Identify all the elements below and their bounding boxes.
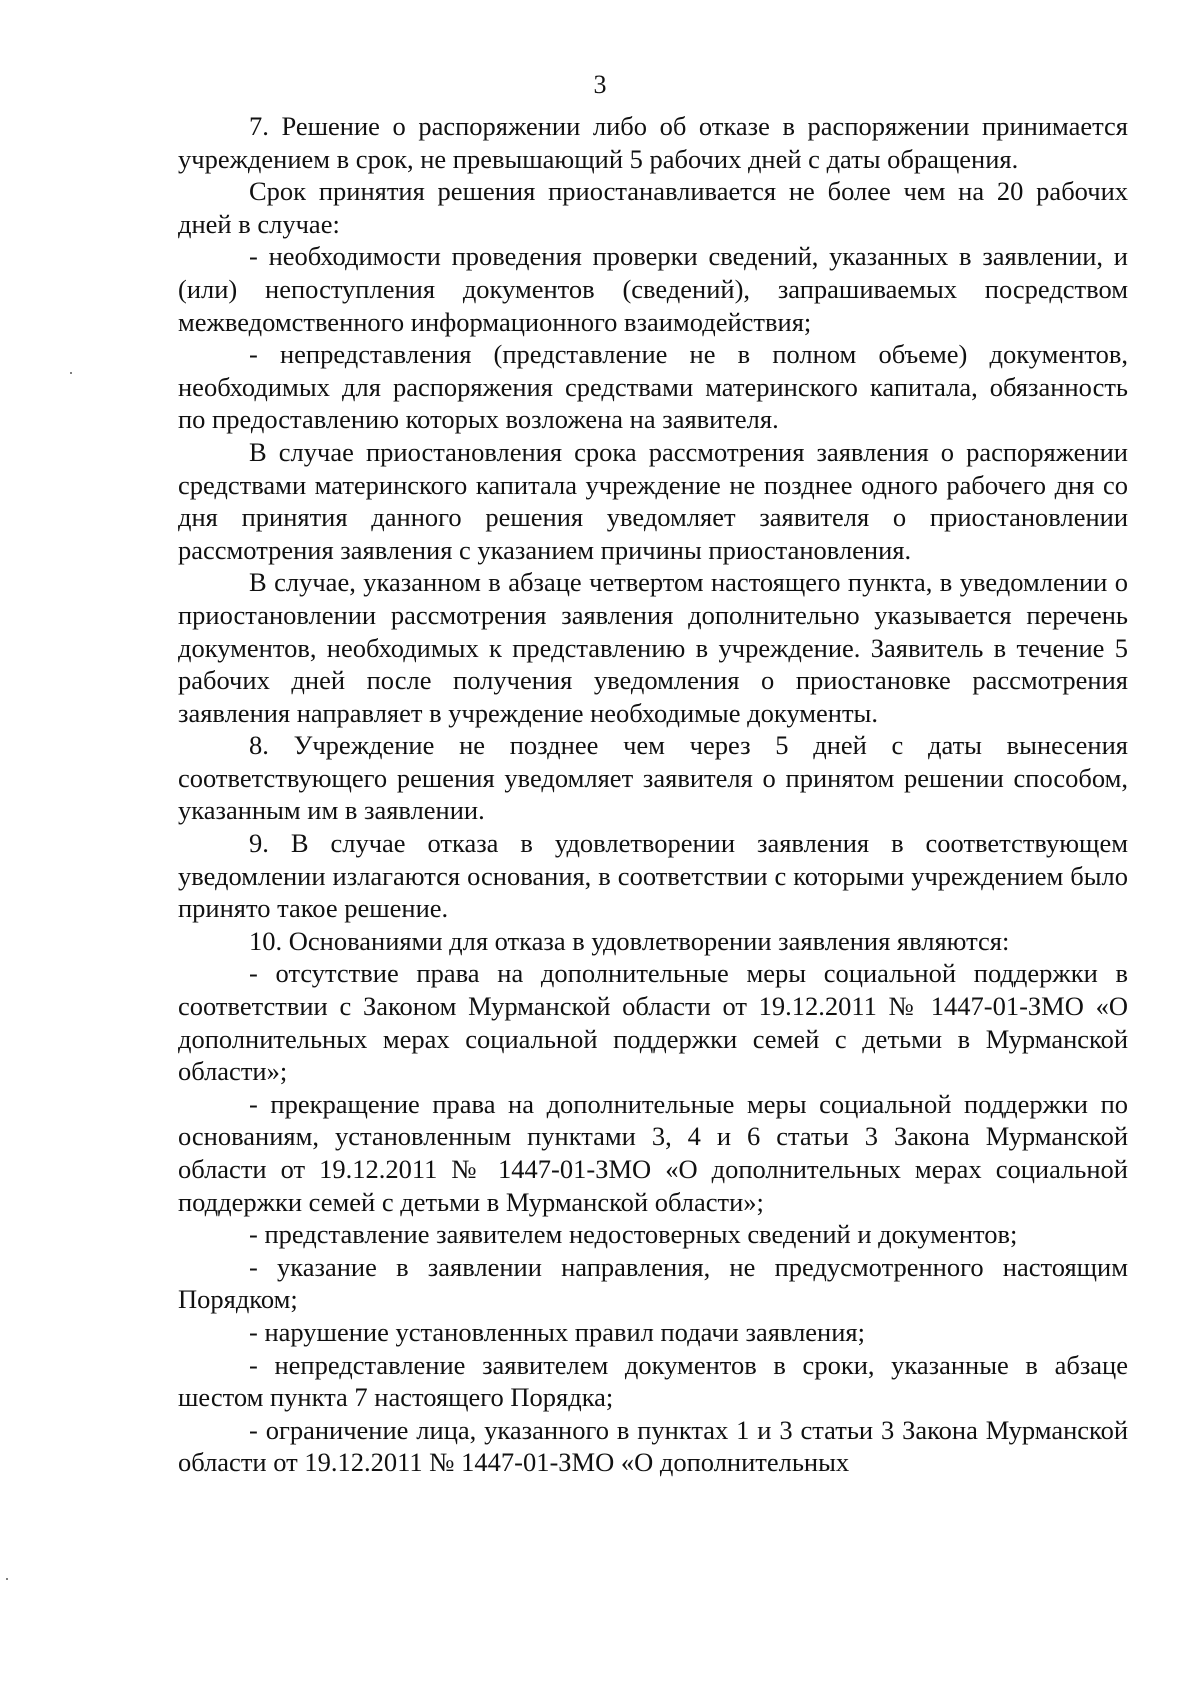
list-item-rule-violation: - нарушение установленных правил подачи заявления; <box>249 1316 865 1347</box>
list-item-wrong-direction: - указание в заявлении направления, не предусмотренного настоящим Порядком; <box>178 1251 1128 1315</box>
document-body <box>178 110 1128 1479</box>
scan-speck <box>6 1578 8 1580</box>
page-number: 3 <box>593 70 607 99</box>
list-item-nonsubmission: - непредставления (представление не в полном объеме) документов, необходимых для распоряжения средствами материнского капитала, обязанность по предоставлению которых возложена на заявителя. <box>178 339 1128 435</box>
list-item-restriction: - ограничение лица, указанного в пунктах 1 и 3 статьи 3 Закона Мурманской области от 19.12.2011 № 1447-01-ЗМО «О дополнительных <box>178 1414 1128 1478</box>
paragraph-9: 9. В случае отказа в удовлетворении заявления в соответствующем уведомлении излагаются основания, в соответствии с которыми учреждением было принято такое решение. <box>178 828 1128 924</box>
paragraph-8: 8. Учреждение не позднее чем через 5 дней с даты вынесения соответствующего решения уведомляет заявителя о принятом решении способом, указанным им в заявлении. <box>178 730 1128 826</box>
paragraph-suspension-notice: В случае приостановления срока рассмотрения заявления о распоряжении средствами материнского капитала учреждение не позднее одного рабочего дня со дня принятия данного решения уведомляет заявителя о приостановлении рассмотрения заявления с указанием причины приостановления. <box>178 436 1128 565</box>
paragraph-10: 10. Основаниями для отказа в удовлетворении заявления являются: <box>249 925 1010 956</box>
list-item-termination: - прекращение права на дополнительные меры социальной поддержки по основаниям, установленным пунктами 3, 4 и 6 статьи 3 Закона Мурманской области от 19.12.2011 № 1447-01-ЗМО «О дополнительных мерах социальной поддержки семей с детьми в Мурманской области»; <box>178 1088 1128 1217</box>
paragraph-suspension-term: Срок принятия решения приостанавливается не более чем на 20 рабочих дней в случае: <box>178 176 1128 239</box>
list-item-late-documents: - непредставление заявителем документов в сроки, указанные в абзаце шестом пункта 7 настоящего Порядка; <box>178 1349 1128 1413</box>
list-item-no-right: - отсутствие права на дополнительные меры социальной поддержки в соответствии с Законом Мурманской области от 19.12.2011 № 1447-01-ЗМО «О дополнительных мерах социальной поддержки семей с детьми в Мурманской области»; <box>178 958 1128 1087</box>
paragraph-document-list: В случае, указанном в абзаце четвертом настоящего пункта, в уведомлении о приостановлении рассмотрения заявления дополнительно указывается перечень документов, необходимых к представлению в учреждение. Заявитель в течение 5 рабочих дней после получения уведомления о приостановке рассмотрения заявления направляет в учреждение необходимые документы. <box>178 567 1128 728</box>
paragraph-7: 7. Решение о распоряжении либо об отказе в распоряжении принимается учреждением в срок, не превышающий 5 рабочих дней с даты обращения. <box>178 111 1128 174</box>
list-item-false-info: - представление заявителем недостоверных сведений и документов; <box>249 1219 1018 1250</box>
list-item-verification: - необходимости проведения проверки сведений, указанных в заявлении, и (или) непоступления документов (сведений), запрашиваемых посредством межведомственного информационного взаимодействия; <box>178 241 1128 337</box>
scan-speck <box>70 372 72 374</box>
